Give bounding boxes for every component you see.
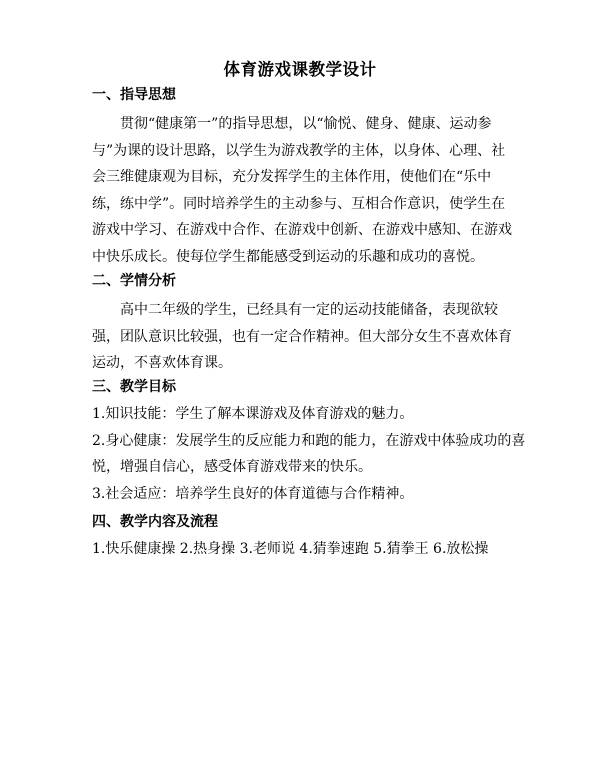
- objective-item-social: 3.社会适应：培养学生良好的体育道德与合作精神。: [92, 486, 414, 502]
- paragraph-line: 与”为课的设计思路，以学生为游戏教学的主体，以身体、心理、社: [92, 142, 506, 159]
- page-title: 体育游戏课教学设计: [223, 60, 377, 79]
- section-heading-guiding-ideology: 一、指导思想: [92, 87, 176, 103]
- paragraph-line: 强，团队意识比较强，也有一定合作精神。但大部分女生不喜欢体育: [92, 328, 512, 345]
- paragraph-line: 会三维健康观为目标，充分发挥学生的主体作用，使他们在“乐中: [92, 169, 492, 185]
- section-heading-student-analysis: 二、学情分析: [92, 273, 176, 289]
- section-heading-teaching-objectives: 三、教学目标: [92, 379, 176, 395]
- paragraph-line: 运动，不喜欢体育课。: [92, 355, 232, 371]
- content-flow-list: 1.快乐健康操 2.热身操 3.老师说 4.猜拳速跑 5.猜拳王 6.放松操: [92, 541, 489, 557]
- guiding-ideology-paragraph: [92, 111, 512, 270]
- paragraph-line: 高中二年级的学生，已经具有一定的运动技能储备，表现欲较: [120, 302, 498, 318]
- paragraph-line: 中快乐成长。使每位学生都能感受到运动的乐趣和成功的喜悦。: [92, 248, 484, 265]
- objective-item-health: 2.身心健康：发展学生的反应能力和跑的能力，在游戏中体验成功的喜: [92, 433, 526, 449]
- objective-item-knowledge: 1.知识技能：学生了解本课游戏及体育游戏的魅力。: [92, 406, 414, 422]
- objective-item-health-continued: 悦，增强自信心，感受体育游戏带来的快乐。: [92, 459, 372, 475]
- paragraph-line: 练，练中学”。同时培养学生的主动参与、互相合作意识，使学生在: [92, 195, 506, 212]
- paragraph-line: 贯彻“健康第一”的指导思想，以“愉悦、健身、健康、运动参: [120, 116, 492, 132]
- student-analysis-paragraph: [92, 297, 512, 377]
- paragraph-line: 游戏中学习、在游戏中合作、在游戏中创新、在游戏中感知、在游戏: [92, 222, 512, 238]
- section-heading-content-flow: 四、教学内容及流程: [92, 514, 218, 530]
